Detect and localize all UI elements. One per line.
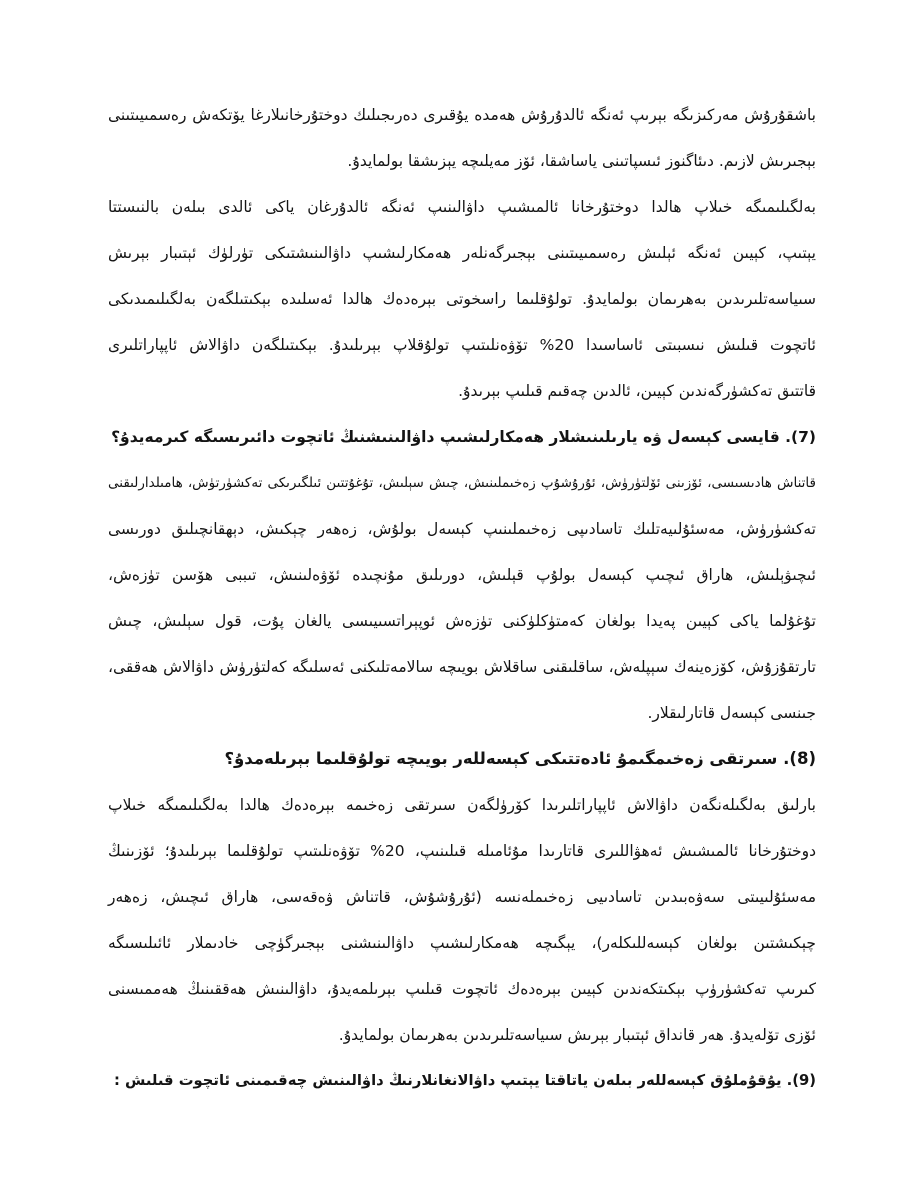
body-line: ئاتچوت قىلىش نىسبىتى ئاساسىدا 20% تۆۋەنلىتىپ تولۇقلاپ بېرىلىدۇ. بېكىتىلگەن داۋالاش ئاپپاراتلىرى <box>108 336 816 354</box>
body-line: قاتتىق تەكشۈرگەندىن كېيىن، ئالدىن چەقىم قىلىپ بېرىدۇ. <box>458 382 816 400</box>
section-heading-9: (9). يۇقۇملۇق كېسەللەر بىلەن ياتاقتا يېتىپ داۋالانغانلارنىڭ داۋالىنىش چەقىمىنى ئاتچوت قىلىش : <box>113 1072 816 1089</box>
body-line: ئۆزى تۆلەيدۇ. ھەر قانداق ئېتىبار بېرىش سىياسەتلىرىدىن بەھرىمان بولمايدۇ. <box>338 1026 816 1044</box>
body-line: تارتقۇزۇش، كۆزەينەك سېپلەش، ساقلىقنى ساقلاش بويىچە سالامەتلىكنى ئەسلىگە كەلتۈرۈش داۋالاش ھەققى، <box>108 658 816 676</box>
body-line: بېجىرىش لازىم. دىئاگنوز ئىسپاتىنى ياساشقا، ئۆز مەيلىچە يېزىشقا بولمايدۇ. <box>347 152 816 170</box>
body-line: باشقۇرۇش مەركىزىگە بېرىپ ئەنگە ئالدۇرۇش ھەمدە يۇقىرى دەرىجىلىك دوختۇرخانىلارغا يۆتكەش رەسمىيىتىنى <box>108 106 816 124</box>
body-line: چېكىشتىن بولغان كېسەللىكلەر)، يېگىچە ھەمكارلىشىپ داۋالىنىشنى بېجىرگۈچى خادىملار ئائىلىسىگە <box>108 934 816 952</box>
section-heading-8: (8). سىرتقى زەخىمگىمۇ ئادەتتىكى كېسەللەر بويىچە تولۇقلىما بېرىلەمدۇ؟ <box>224 749 816 768</box>
body-line: دوختۇرخانا ئالمىشىش ئەھۋاللىرى قاتارىدا مۇئامىلە قىلىنىپ، 20% تۆۋەنلىتىپ تولۇقلىما بېرىلىدۇ؛ ئۆزىنىڭ <box>108 842 816 860</box>
body-line: تەكشۈرۈش، مەسئۇلىيەتلىك تاسادىپى زەخىملىنىپ كېسەل بولۇش، زەھەر چېكىش، دېھقانچىلىق دورىسى <box>108 520 816 538</box>
body-line: مەسئۇلىيىتى سەۋەبىدىن تاسادىيى زەخىملەنسە (ئۇرۇشۇش، قاتناش ۋەقەسى، ھاراق ئىچىش، زەھەر <box>108 888 816 906</box>
body-line: سىياسەتلىرىدىن بەھرىمان بولمايدۇ. تولۇقلىما راسخوتى بېرەدەك ھالدا ئەسلىدە بېكىتىلگەن بەلگىلىمىدىكى <box>108 290 816 308</box>
body-line: يېتىپ، كېيىن ئەنگە ئېلىش رەسمىيىتىنى بېجىرگەنلەر ھەمكارلىشىپ داۋالىنىشتىكى تۈرلۈك ئېتىبار بېرىش <box>108 244 816 262</box>
body-line: قاتناش ھادىسىسى، ئۆزىنى ئۆلتۈرۈش، ئۇرۇشۇپ زەخىملىنىش، چىش سېلىش، تۇغۇتتىن ئىلگىرىكى تەكشۈرتۈش، ھامىلدارلىقنى <box>108 475 816 491</box>
body-line: بارلىق بەلگىلەنگەن داۋالاش ئاپپاراتلىرىدا كۆرۈلگەن سىرتقى زەخىمە بېرەدەك ھالدا بەلگىلىمىگە خىلاپ <box>108 796 816 814</box>
body-line: جىنسى كېسەل قاتارلىقلار. <box>647 704 816 722</box>
body-line: بەلگىلىمىگە خىلاپ ھالدا دوختۇرخانا ئالمىشىپ داۋالىنىپ ئەنگە ئالدۇرغان ياكى ئالدى بىلەن بالنىستتا <box>108 198 816 216</box>
body-line: تۇغۇلما ياكى كېيىن پەيدا بولغان كەمتۈكلۈكنى تۈزەش ئوپېراتسىيىسى يالغان پۇت، قول سېلىش، چىش <box>108 612 816 630</box>
body-line: ئىچىۋېلىش، ھاراق ئىچىپ كېسەل بولۇپ قېلىش، دورىلىق مۇنچىدە ئۆۋەلىنىش، تىببى ھۆسن تۈزەش، <box>108 566 816 584</box>
document-text-body <box>108 92 816 1104</box>
body-line: كىرىپ تەكشۈرۈپ بېكىتكەندىن كېيىن بېرەدەك ئاتچوت قىلىپ بېرىلمەيدۇ، داۋالىنىش ھەققىنىڭ ھەممىسنى <box>108 980 816 998</box>
section-heading-7: (7). قايسى كېسەل ۋە يارىلىنىشلار ھەمكارلىشىپ داۋالىنىشنىڭ ئاتچوت دائىرىسىگە كىرمەيدۇ؟ <box>111 428 816 446</box>
